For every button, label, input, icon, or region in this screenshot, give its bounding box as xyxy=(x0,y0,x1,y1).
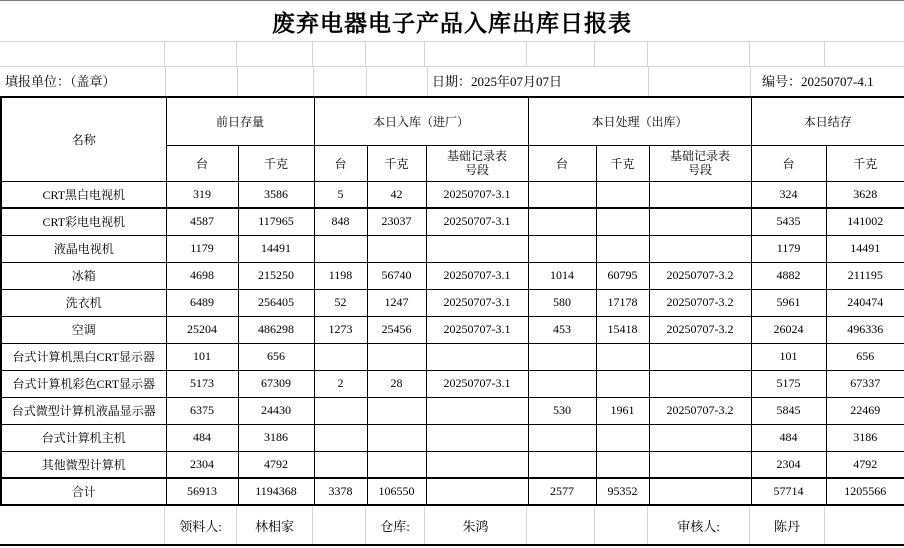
row-name: 冰箱 xyxy=(1,262,166,289)
table-cell xyxy=(649,181,751,208)
table-cell xyxy=(596,451,649,478)
table-cell xyxy=(528,451,596,478)
row-name: CRT黑白电视机 xyxy=(1,181,166,208)
table-row xyxy=(1,181,904,208)
table-cell: 20250707-3.2 xyxy=(649,262,751,289)
empty-grid-row xyxy=(0,41,904,66)
table-cell xyxy=(367,397,426,424)
table-cell: 15418 xyxy=(596,316,649,343)
table-cell: 3628 xyxy=(826,181,904,208)
table-cell: 2304 xyxy=(751,451,826,478)
header-out-units: 台 xyxy=(528,145,596,181)
table-cell: 656 xyxy=(826,343,904,370)
table-cell: 1273 xyxy=(314,316,367,343)
grid-line xyxy=(313,67,314,96)
header-out-kg: 千克 xyxy=(596,145,649,181)
report-unit-label: 填报单位：（盖章） xyxy=(5,74,116,89)
table-cell xyxy=(649,478,751,505)
grid-line xyxy=(366,67,367,96)
table-cell: 1198 xyxy=(314,262,367,289)
table-cell: 22469 xyxy=(826,397,904,424)
table-cell: 1194368 xyxy=(238,478,314,505)
table-cell: 20250707-3.1 xyxy=(426,370,528,397)
table-cell: 486298 xyxy=(238,316,314,343)
row-name: 合计 xyxy=(1,478,166,505)
table-cell: 20250707-3.2 xyxy=(649,397,751,424)
header-group-inbound: 本日入库（进厂） xyxy=(314,97,528,145)
sig-spacer xyxy=(595,506,648,544)
row-name: 台式微型计算机液晶显示器 xyxy=(1,397,166,424)
header-in-record: 基础记录表号段 xyxy=(426,145,528,181)
table-cell: 1014 xyxy=(528,262,596,289)
table-cell: 319 xyxy=(166,181,238,208)
table-cell: 4587 xyxy=(166,208,238,235)
table-cell xyxy=(367,235,426,262)
table-cell xyxy=(528,424,596,451)
table-row xyxy=(1,424,904,451)
grid-line xyxy=(427,67,428,96)
table-cell xyxy=(596,235,649,262)
table-cell: 5845 xyxy=(751,397,826,424)
total-row xyxy=(1,478,904,505)
warehouse-name: 朱鸿 xyxy=(425,506,527,544)
sig-spacer xyxy=(825,506,904,544)
sig-spacer xyxy=(313,506,366,544)
header-bal-units: 台 xyxy=(751,145,826,181)
table-cell: 5173 xyxy=(166,370,238,397)
table-cell xyxy=(596,370,649,397)
table-cell xyxy=(314,397,367,424)
row-name: 其他微型计算机 xyxy=(1,451,166,478)
table-cell: 25456 xyxy=(367,316,426,343)
table-cell xyxy=(528,235,596,262)
table-cell: 57714 xyxy=(751,478,826,505)
report-date: 日期：2025年07月07日 xyxy=(432,74,563,89)
header-in-kg: 千克 xyxy=(367,145,426,181)
grid-cell xyxy=(313,42,366,66)
table-cell: 101 xyxy=(751,343,826,370)
table-cell: 67337 xyxy=(826,370,904,397)
table-cell: 17178 xyxy=(596,289,649,316)
table-cell: 2 xyxy=(314,370,367,397)
table-cell: 4698 xyxy=(166,262,238,289)
table-cell xyxy=(596,424,649,451)
grid-cell xyxy=(825,42,904,66)
sig-spacer xyxy=(0,506,165,544)
grid-line xyxy=(648,67,649,96)
preparer-label: 领料人: xyxy=(165,506,237,544)
row-name: 洗衣机 xyxy=(1,289,166,316)
table-cell: 26024 xyxy=(751,316,826,343)
table-row xyxy=(1,397,904,424)
table-cell: 580 xyxy=(528,289,596,316)
table-cell: 3378 xyxy=(314,478,367,505)
reviewer-label: 审核人: xyxy=(648,506,750,544)
grid-line xyxy=(165,67,166,96)
table-cell xyxy=(649,208,751,235)
grid-cell xyxy=(750,42,825,66)
table-cell: 106550 xyxy=(367,478,426,505)
grid-cell xyxy=(0,42,165,66)
table-cell xyxy=(367,343,426,370)
table-cell: 484 xyxy=(751,424,826,451)
table-cell: 1961 xyxy=(596,397,649,424)
table-cell: 1179 xyxy=(166,235,238,262)
table-cell: 14491 xyxy=(826,235,904,262)
table-cell: 20250707-3.1 xyxy=(426,181,528,208)
header-group-balance: 本日结存 xyxy=(751,97,904,145)
table-cell: 3186 xyxy=(826,424,904,451)
table-row xyxy=(1,208,904,235)
table-cell xyxy=(314,451,367,478)
sig-spacer xyxy=(527,506,595,544)
row-name: 台式计算机彩色CRT显示器 xyxy=(1,370,166,397)
table-row xyxy=(1,235,904,262)
header-name: 名称 xyxy=(1,97,166,181)
table-row xyxy=(1,316,904,343)
table-row xyxy=(1,262,904,289)
table-cell: 1205566 xyxy=(826,478,904,505)
table-cell xyxy=(649,424,751,451)
table-cell: 453 xyxy=(528,316,596,343)
info-row xyxy=(0,66,904,96)
table-cell xyxy=(426,451,528,478)
header-bal-kg: 千克 xyxy=(826,145,904,181)
table-cell: 20250707-3.1 xyxy=(426,316,528,343)
table-cell: 5961 xyxy=(751,289,826,316)
row-name: 液晶电视机 xyxy=(1,235,166,262)
table-cell xyxy=(528,343,596,370)
table-row xyxy=(1,289,904,316)
table-cell: 215250 xyxy=(238,262,314,289)
table-cell: 20250707-3.2 xyxy=(649,289,751,316)
table-cell: 56740 xyxy=(367,262,426,289)
table-cell: 3186 xyxy=(238,424,314,451)
table-cell: 4882 xyxy=(751,262,826,289)
grid-cell xyxy=(648,42,750,66)
table-cell: 5175 xyxy=(751,370,826,397)
table-cell: 141002 xyxy=(826,208,904,235)
table-cell: 5 xyxy=(314,181,367,208)
grid-cell xyxy=(165,42,237,66)
table-row xyxy=(1,451,904,478)
table-cell xyxy=(426,478,528,505)
row-name: 空调 xyxy=(1,316,166,343)
table-cell: 52 xyxy=(314,289,367,316)
warehouse-label: 仓库: xyxy=(366,506,425,544)
table-cell: 484 xyxy=(166,424,238,451)
table-cell xyxy=(426,397,528,424)
grid-line xyxy=(237,67,238,96)
table-cell xyxy=(426,343,528,370)
table-cell: 95352 xyxy=(596,478,649,505)
table-cell xyxy=(314,343,367,370)
table-cell xyxy=(596,181,649,208)
header-prev-kg: 千克 xyxy=(238,145,314,181)
table-cell: 211195 xyxy=(826,262,904,289)
table-row xyxy=(1,370,904,397)
table-cell xyxy=(367,451,426,478)
table-cell: 67309 xyxy=(238,370,314,397)
table-cell xyxy=(649,370,751,397)
grid-cell xyxy=(425,42,527,66)
table-cell xyxy=(314,424,367,451)
table-cell: 530 xyxy=(528,397,596,424)
page-title: 废弃电器电子产品入库出库日报表 xyxy=(272,10,632,36)
table-cell xyxy=(649,235,751,262)
table-cell xyxy=(367,424,426,451)
table-cell: 117965 xyxy=(238,208,314,235)
table-cell: 2304 xyxy=(166,451,238,478)
table-cell: 2577 xyxy=(528,478,596,505)
table-cell: 28 xyxy=(367,370,426,397)
table-cell: 656 xyxy=(238,343,314,370)
table-cell xyxy=(596,343,649,370)
table-cell: 4792 xyxy=(238,451,314,478)
grid-cell xyxy=(595,42,648,66)
table-cell: 24430 xyxy=(238,397,314,424)
table-cell: 20250707-3.1 xyxy=(426,262,528,289)
grid-cell xyxy=(237,42,313,66)
table-cell xyxy=(426,235,528,262)
reviewer-name: 陈丹 xyxy=(750,506,825,544)
table-header xyxy=(1,97,904,181)
table-cell: 848 xyxy=(314,208,367,235)
header-group-prev-stock: 前日存量 xyxy=(166,97,314,145)
grid-cell xyxy=(366,42,425,66)
title-row xyxy=(0,1,904,41)
table-cell: 1247 xyxy=(367,289,426,316)
table-cell xyxy=(528,208,596,235)
table-cell: 324 xyxy=(751,181,826,208)
row-name: 台式计算机主机 xyxy=(1,424,166,451)
table-cell: 6489 xyxy=(166,289,238,316)
table-cell xyxy=(649,451,751,478)
row-name: 台式计算机黑白CRT显示器 xyxy=(1,343,166,370)
table-cell: 23037 xyxy=(367,208,426,235)
table-cell: 240474 xyxy=(826,289,904,316)
grid-cell xyxy=(527,42,595,66)
table-cell xyxy=(528,370,596,397)
table-cell xyxy=(426,424,528,451)
table-cell: 25204 xyxy=(166,316,238,343)
inventory-table xyxy=(0,96,904,506)
table-row xyxy=(1,343,904,370)
table-cell: 14491 xyxy=(238,235,314,262)
table-cell: 5435 xyxy=(751,208,826,235)
signature-row xyxy=(0,506,904,546)
table-cell: 256405 xyxy=(238,289,314,316)
table-cell: 20250707-3.1 xyxy=(426,208,528,235)
header-group-outbound: 本日处理（出库） xyxy=(528,97,751,145)
table-cell: 1179 xyxy=(751,235,826,262)
table-cell: 56913 xyxy=(166,478,238,505)
report-code: 编号：20250707-4.1 xyxy=(762,74,874,89)
table-cell xyxy=(596,208,649,235)
table-cell: 20250707-3.1 xyxy=(426,289,528,316)
table-cell xyxy=(528,181,596,208)
header-out-record: 基础记录表号段 xyxy=(649,145,751,181)
header-in-units: 台 xyxy=(314,145,367,181)
row-name: CRT彩电电视机 xyxy=(1,208,166,235)
table-cell: 101 xyxy=(166,343,238,370)
table-cell: 3586 xyxy=(238,181,314,208)
table-cell xyxy=(649,343,751,370)
table-cell xyxy=(314,235,367,262)
table-cell: 496336 xyxy=(826,316,904,343)
preparer-name: 林相家 xyxy=(237,506,313,544)
table-cell: 6375 xyxy=(166,397,238,424)
table-cell: 4792 xyxy=(826,451,904,478)
table-cell: 42 xyxy=(367,181,426,208)
header-prev-units: 台 xyxy=(166,145,238,181)
table-cell: 60795 xyxy=(596,262,649,289)
table-cell: 20250707-3.2 xyxy=(649,316,751,343)
grid-line xyxy=(750,67,751,96)
